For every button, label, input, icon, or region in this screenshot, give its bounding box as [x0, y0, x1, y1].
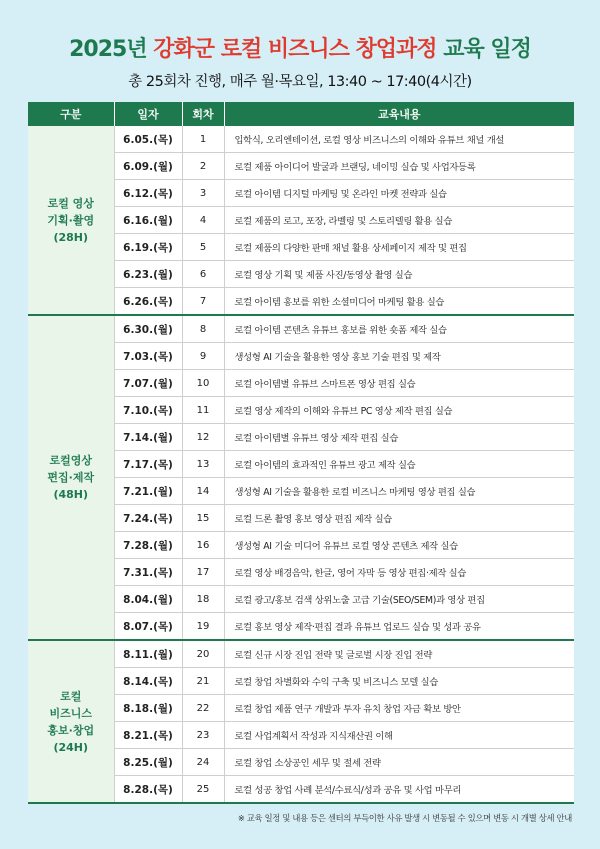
category-line: 기획·촬영 — [47, 213, 95, 227]
table-body — [28, 126, 574, 803]
content-cell: 로컬 영상 제작의 이해와 유튜브 PC 영상 제작 편집 실습 — [224, 397, 574, 424]
content-cell: 로컬 성공 창업 사례 분석/수료식/성과 공유 및 사업 마무리 — [224, 776, 574, 804]
content-cell: 로컬 아이템별 유튜브 영상 제작 편집 실습 — [224, 424, 574, 451]
date-cell: 7.21.(월) — [114, 478, 182, 505]
content-cell: 로컬 제품의 다양한 판매 채널 활용 상세페이지 제작 및 편집 — [224, 234, 574, 261]
session-cell: 12 — [182, 424, 224, 451]
session-cell: 2 — [182, 153, 224, 180]
session-cell: 21 — [182, 668, 224, 695]
date-cell: 8.18.(월) — [114, 695, 182, 722]
content-cell: 생성형 AI 기술을 활용한 로컬 비즈니스 마케팅 영상 편집 실습 — [224, 478, 574, 505]
content-cell: 로컬 창업 소상공인 세무 및 절세 전략 — [224, 749, 574, 776]
session-cell: 1 — [182, 126, 224, 153]
session-cell: 24 — [182, 749, 224, 776]
date-cell: 8.14.(목) — [114, 668, 182, 695]
content-cell: 생성형 AI 기술을 활용한 영상 홍보 기술 편집 및 제작 — [224, 343, 574, 370]
date-cell: 7.10.(목) — [114, 397, 182, 424]
content-cell: 로컬 드론 촬영 홍보 영상 편집 제작 실습 — [224, 505, 574, 532]
session-cell: 7 — [182, 288, 224, 316]
content-cell: 로컬 광고/홍보 검색 상위노출 고급 기술(SEO/SEM)과 영상 편집 — [224, 586, 574, 613]
session-cell: 3 — [182, 180, 224, 207]
date-cell: 7.24.(목) — [114, 505, 182, 532]
table-row — [28, 126, 574, 153]
session-cell: 6 — [182, 261, 224, 288]
header-category: 구분 — [28, 102, 114, 126]
date-cell: 6.12.(목) — [114, 180, 182, 207]
session-cell: 18 — [182, 586, 224, 613]
session-cell: 11 — [182, 397, 224, 424]
category-cell — [28, 640, 114, 803]
date-cell: 7.14.(월) — [114, 424, 182, 451]
date-cell: 7.28.(월) — [114, 532, 182, 559]
title-suffix: 교육 일정 — [436, 37, 531, 62]
table-row — [28, 315, 574, 343]
session-cell: 22 — [182, 695, 224, 722]
header-content: 교육내용 — [224, 102, 574, 126]
session-cell: 10 — [182, 370, 224, 397]
date-cell: 8.04.(월) — [114, 586, 182, 613]
session-cell: 23 — [182, 722, 224, 749]
header-date: 일자 — [114, 102, 182, 126]
date-cell: 7.31.(목) — [114, 559, 182, 586]
date-cell: 6.09.(월) — [114, 153, 182, 180]
category-line: 로컬영상 — [49, 454, 92, 467]
table-row — [28, 640, 574, 668]
content-cell: 로컬 아이템별 유튜브 스마트폰 영상 편집 실습 — [224, 370, 574, 397]
content-cell: 로컬 영상 기획 및 제품 사진/동영상 촬영 실습 — [224, 261, 574, 288]
session-cell: 15 — [182, 505, 224, 532]
content-cell: 로컬 아이템의 효과적인 유튜브 광고 제작 실습 — [224, 451, 574, 478]
content-cell: 로컬 홍보 영상 제작·편집 결과 유튜브 업로드 실습 및 성과 공유 — [224, 613, 574, 641]
category-cell — [28, 126, 114, 315]
content-cell: 로컬 창업 제품 연구 개발과 투자 유치 창업 자금 확보 방안 — [224, 695, 574, 722]
page-subtitle: 총 25회차 진행, 매주 월·목요일, 13:40 ~ 17:40(4시간) — [128, 74, 472, 90]
session-cell: 4 — [182, 207, 224, 234]
date-cell: 6.05.(목) — [114, 126, 182, 153]
page-title — [0, 32, 600, 63]
session-cell: 16 — [182, 532, 224, 559]
category-line: 홍보·창업 — [47, 723, 95, 737]
category-line: 편집·제작 — [47, 471, 95, 484]
content-cell: 로컬 제품의 로고, 포장, 라벨링 및 스토리텔링 활용 실습 — [224, 207, 574, 234]
date-cell: 6.19.(목) — [114, 234, 182, 261]
title-course: 강화군 로컬 비즈니스 창업과정 — [153, 37, 437, 62]
footnote: ※ 교육 일정 및 내용 등은 센터의 부득이한 사유 발생 시 변동될 수 있으며 변동 시 개별 상세 안내 — [237, 813, 572, 823]
date-cell: 8.25.(월) — [114, 749, 182, 776]
session-cell: 20 — [182, 640, 224, 668]
session-cell: 5 — [182, 234, 224, 261]
content-cell: 로컬 사업계획서 작성과 지식재산권 이해 — [224, 722, 574, 749]
category-line: 로컬 영상 — [47, 196, 94, 210]
date-cell: 8.11.(월) — [114, 640, 182, 668]
category-line: 비즈니스 — [49, 706, 92, 720]
content-cell: 로컬 아이템 디지털 마케팅 및 온라인 마켓 전략과 실습 — [224, 180, 574, 207]
category-line: (28H) — [53, 230, 89, 244]
schedule-table — [28, 102, 574, 804]
session-cell: 19 — [182, 613, 224, 641]
content-cell: 로컬 창업 차별화와 수익 구축 및 비즈니스 모델 실습 — [224, 668, 574, 695]
content-cell: 로컬 아이템 홍보를 위한 소셜미디어 마케팅 활용 실습 — [224, 288, 574, 316]
content-cell: 생성형 AI 기술 미디어 유튜브 로컬 영상 콘텐츠 제작 실습 — [224, 532, 574, 559]
session-cell: 13 — [182, 451, 224, 478]
date-cell: 7.17.(목) — [114, 451, 182, 478]
date-cell: 7.07.(월) — [114, 370, 182, 397]
title-year: 2025년 — [69, 37, 154, 62]
category-cell — [28, 315, 114, 640]
date-cell: 8.07.(목) — [114, 613, 182, 641]
content-cell: 로컬 아이템 콘텐츠 유튜브 홍보를 위한 숏폼 제작 실습 — [224, 315, 574, 343]
category-line: 로컬 — [60, 689, 82, 703]
date-cell: 8.28.(목) — [114, 776, 182, 804]
content-cell: 로컬 제품 아이디어 발굴과 브랜딩, 네이밍 실습 및 사업자등록 — [224, 153, 574, 180]
session-cell: 14 — [182, 478, 224, 505]
content-cell: 입학식, 오리엔테이션, 로컬 영상 비즈니스의 이해와 유튜브 채널 개설 — [224, 126, 574, 153]
content-cell: 로컬 영상 배경음악, 한글, 영어 자막 등 영상 편집·제작 실습 — [224, 559, 574, 586]
date-cell: 7.03.(목) — [114, 343, 182, 370]
date-cell: 8.21.(목) — [114, 722, 182, 749]
table-header-row — [28, 102, 574, 126]
session-cell: 9 — [182, 343, 224, 370]
session-cell: 25 — [182, 776, 224, 804]
session-cell: 17 — [182, 559, 224, 586]
category-line: (24H) — [53, 740, 89, 754]
date-cell: 6.16.(월) — [114, 207, 182, 234]
header-session: 회차 — [182, 102, 224, 126]
category-line: (48H) — [53, 488, 89, 501]
session-cell: 8 — [182, 315, 224, 343]
date-cell: 6.23.(월) — [114, 261, 182, 288]
date-cell: 6.30.(월) — [114, 315, 182, 343]
date-cell: 6.26.(목) — [114, 288, 182, 316]
content-cell: 로컬 신규 시장 진입 전략 및 글로벌 시장 진입 전략 — [224, 640, 574, 668]
